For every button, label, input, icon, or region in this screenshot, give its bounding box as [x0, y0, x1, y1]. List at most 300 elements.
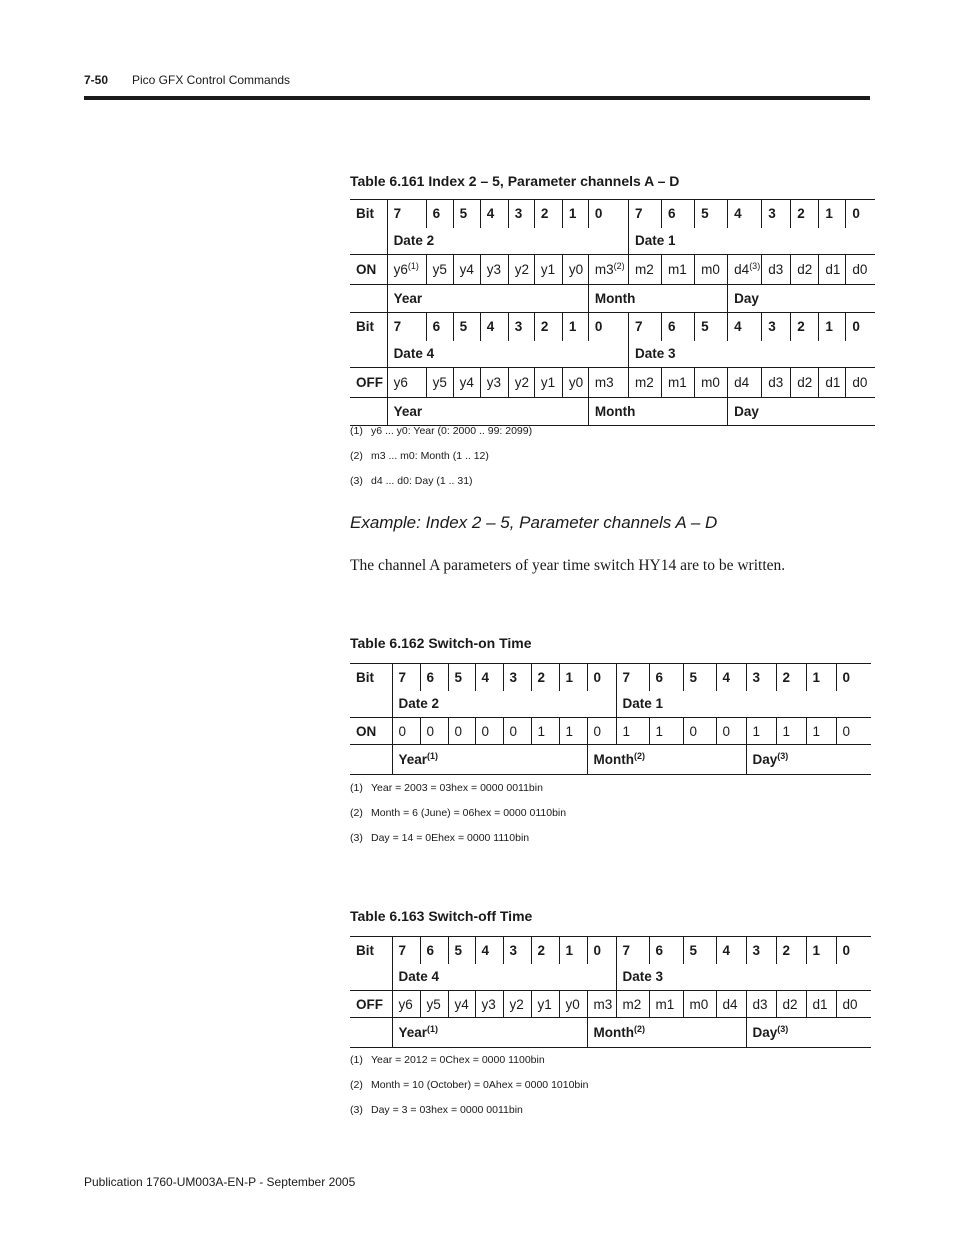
- bit-label-text: Bit: [356, 669, 374, 685]
- bit-value-text: y0: [568, 262, 584, 277]
- bit-value: [453, 368, 480, 398]
- bit-5-text: 5: [459, 319, 468, 335]
- footnote: [350, 475, 473, 487]
- bit-3: [762, 313, 791, 341]
- bit-value-text: d0: [852, 262, 868, 277]
- bit-value-text: d0: [852, 375, 868, 390]
- bit-7: [628, 200, 661, 228]
- table-row: [350, 664, 871, 691]
- bit-0-text: 0: [594, 319, 603, 335]
- bit-value-text: m1: [668, 262, 687, 277]
- bit-value-text: 1: [537, 723, 546, 739]
- bit-3: [503, 664, 531, 691]
- bit-0: [836, 937, 871, 964]
- bit-value-text: y3: [486, 262, 501, 277]
- bit-value-text: y4: [459, 375, 474, 390]
- blank-cell: [350, 398, 387, 426]
- bit-7-text: 7: [398, 942, 407, 958]
- bit-value: [475, 991, 503, 1018]
- footnote-number: (1): [350, 425, 363, 437]
- bit-value-text: y2: [514, 375, 530, 390]
- bit-value-text: m1: [655, 996, 675, 1012]
- month-label-footnote-ref: (2): [633, 751, 645, 761]
- table-row: [350, 398, 875, 426]
- footnote: [350, 1079, 588, 1091]
- footnote: [350, 782, 543, 794]
- bit-7-text: 7: [393, 319, 402, 335]
- bit-1: [819, 313, 846, 341]
- bit-value-text: d4: [722, 996, 738, 1012]
- date-label-text: Date 3: [634, 346, 676, 362]
- footnote-text: Year = 2012 = 0Chex = 0000 1100bin: [371, 1054, 545, 1066]
- bit-value-text: m0: [701, 375, 720, 390]
- bit-value: [503, 718, 531, 745]
- blank-cell: [350, 745, 392, 775]
- bit-value: [588, 255, 628, 285]
- section-title: Pico GFX Control Commands: [132, 73, 291, 87]
- bit-value-text: 0: [593, 723, 602, 739]
- bit-3-text: 3: [768, 206, 776, 222]
- bit-6: [426, 200, 453, 228]
- date-label-text: Date 2: [398, 696, 440, 712]
- row-label-text: OFF: [356, 996, 383, 1012]
- table-row: [350, 718, 871, 745]
- bit-0-text: 0: [593, 669, 602, 685]
- bit-7-text: 7: [398, 669, 407, 685]
- bit-value-text: d1: [825, 262, 841, 277]
- bit-6-text: 6: [426, 942, 435, 958]
- bit-5-text: 5: [689, 942, 698, 958]
- blank-cell: [350, 1018, 392, 1048]
- bit-value-text: 1: [752, 723, 761, 739]
- year-label-footnote-ref: (1): [427, 751, 439, 761]
- bit-value: [531, 991, 559, 1018]
- bit-value-text: m3: [594, 375, 614, 390]
- footnote: [350, 1104, 523, 1116]
- bit-6-text: 6: [655, 669, 664, 685]
- bit-0: [846, 200, 875, 228]
- table-row: [350, 200, 875, 228]
- footnote: [350, 1054, 545, 1066]
- bit-value-text: y4: [454, 996, 469, 1012]
- bit-6: [649, 937, 683, 964]
- bit-3: [746, 664, 776, 691]
- bit-1: [562, 200, 588, 228]
- footnote-text: d4 ... d0: Day (1 .. 31): [371, 475, 473, 487]
- bit-2-text: 2: [540, 206, 549, 222]
- bit-2-text: 2: [537, 942, 546, 958]
- footnote-text: Month = 6 (June) = 06hex = 0000 0110bin: [371, 807, 567, 819]
- blank-cell: [350, 341, 387, 368]
- day-label-text: Day: [752, 752, 778, 767]
- footnote-text: Day = 14 = 0Ehex = 0000 1110bin: [371, 832, 530, 844]
- date-label: [628, 228, 875, 255]
- bit-value-text: d3: [768, 262, 784, 277]
- month-label: [587, 745, 746, 775]
- bit-value-text: y0: [568, 375, 584, 390]
- bit-value: [762, 368, 791, 398]
- bit-4-text: 4: [481, 669, 490, 685]
- bit-value: [836, 991, 871, 1018]
- bit-value: [559, 718, 587, 745]
- bit-2: [531, 664, 559, 691]
- table3-caption: Table 6.163 Switch-off Time: [350, 908, 533, 924]
- bit-7-text: 7: [622, 669, 631, 685]
- bit-value-text: y5: [426, 996, 441, 1012]
- date-label: [392, 691, 616, 718]
- bit-2: [791, 313, 819, 341]
- day-label-footnote-ref: (3): [777, 1024, 789, 1034]
- bit-2-text: 2: [537, 669, 546, 685]
- bit-6-text: 6: [432, 319, 441, 335]
- table-row: [350, 255, 875, 285]
- bit-value: [616, 991, 649, 1018]
- bit-value: [728, 255, 762, 285]
- bit-2: [534, 313, 562, 341]
- bit-value: [746, 991, 776, 1018]
- bit-value-text: d2: [782, 996, 798, 1012]
- bit-2-text: 2: [797, 206, 805, 222]
- bit-value-footnote-ref: (2): [613, 261, 625, 271]
- bit-2-text: 2: [797, 319, 805, 335]
- bit-value-text: 0: [454, 723, 463, 739]
- bit-value: [534, 255, 562, 285]
- header-rule: [84, 96, 870, 100]
- bit-value-text: 1: [812, 723, 821, 739]
- bit-0: [587, 937, 616, 964]
- table-row: [350, 991, 871, 1018]
- bit-value-text: d1: [825, 375, 841, 390]
- day-label: [746, 1018, 871, 1048]
- date-label: [628, 341, 875, 368]
- bit-0: [588, 200, 628, 228]
- bit-value: [628, 368, 661, 398]
- table-row: [350, 691, 871, 718]
- day-label-text: Day: [734, 404, 759, 419]
- month-label: [588, 398, 727, 426]
- bit-2-text: 2: [540, 319, 549, 335]
- bit-6-text: 6: [426, 669, 435, 685]
- month-label: [588, 285, 727, 313]
- year-label-text: Year: [398, 752, 428, 767]
- bit-value-text: y6: [398, 996, 413, 1012]
- footnote-text: y6 ... y0: Year (0: 2000 .. 99: 2099): [371, 425, 533, 437]
- year-label: [392, 745, 587, 775]
- bit-5-text: 5: [701, 319, 709, 335]
- month-label-text: Month: [593, 752, 634, 767]
- footnote-number: (3): [350, 475, 363, 487]
- bit-1-text: 1: [565, 669, 574, 685]
- footnote: [350, 832, 529, 844]
- day-label: [728, 285, 875, 313]
- bit-0-text: 0: [852, 319, 860, 335]
- bit-6: [662, 313, 695, 341]
- bit-4: [728, 200, 762, 228]
- bit-5: [695, 313, 728, 341]
- bit-5: [683, 937, 716, 964]
- bit-4: [728, 313, 762, 341]
- footnote: [350, 807, 566, 819]
- bit-value: [475, 718, 503, 745]
- running-header: [84, 73, 290, 87]
- example-heading: Example: Index 2 – 5, Parameter channels A – D: [350, 513, 718, 532]
- bit-value: [420, 718, 448, 745]
- bit-3-text: 3: [514, 319, 523, 335]
- bit-1-text: 1: [812, 942, 821, 958]
- bit-value: [662, 255, 695, 285]
- table-row: [350, 341, 875, 368]
- bit-value-text: y3: [486, 375, 501, 390]
- bit-value-text: y6: [393, 262, 408, 277]
- bit-value: [649, 991, 683, 1018]
- bit-1: [806, 664, 836, 691]
- bit-label-text: Bit: [356, 942, 374, 958]
- table-row: [350, 285, 875, 313]
- day-label: [728, 398, 875, 426]
- bit-value: [503, 991, 531, 1018]
- bit-1-text: 1: [568, 319, 577, 335]
- bit-2: [791, 200, 819, 228]
- bit-0-text: 0: [593, 942, 602, 958]
- bit-4: [475, 937, 503, 964]
- bit-4: [480, 200, 508, 228]
- bit-3-text: 3: [752, 669, 761, 685]
- footnote: [350, 425, 532, 437]
- date-label-text: Date 1: [622, 696, 664, 712]
- bit-value: [392, 991, 420, 1018]
- date-label: [616, 691, 871, 718]
- bit-value-text: d2: [797, 262, 813, 277]
- bit-2: [776, 664, 806, 691]
- bit-4-text: 4: [486, 319, 495, 335]
- row-label-text: OFF: [356, 375, 383, 390]
- bit-1: [559, 664, 587, 691]
- bit-value: [649, 718, 683, 745]
- bit-value-footnote-ref: (3): [749, 261, 761, 271]
- bit-1: [562, 313, 588, 341]
- bit-value-text: m0: [701, 262, 720, 277]
- row-label: [350, 368, 387, 398]
- bit-7: [628, 313, 661, 341]
- bit-value: [628, 255, 661, 285]
- bit-1-text: 1: [825, 319, 833, 335]
- year-label-text: Year: [393, 291, 423, 306]
- bit-2-text: 2: [782, 669, 791, 685]
- bit-7: [387, 313, 426, 341]
- bit-3: [508, 200, 534, 228]
- bit-value-text: d3: [768, 375, 784, 390]
- bit-value: [562, 255, 588, 285]
- bit-value-text: d1: [812, 996, 828, 1012]
- bit-5-text: 5: [701, 206, 709, 222]
- bit-3: [762, 200, 791, 228]
- footnote: [350, 450, 489, 462]
- table-row: [350, 313, 875, 341]
- bit-value-text: 0: [509, 723, 518, 739]
- bit-value-text: d3: [752, 996, 768, 1012]
- bit-value: [559, 991, 587, 1018]
- bit-value: [791, 368, 819, 398]
- footnote-text: Month = 10 (October) = 0Ahex = 0000 1010bin: [371, 1079, 589, 1091]
- bit-value-text: 1: [565, 723, 574, 739]
- table-row: [350, 1018, 871, 1048]
- bit-value: [420, 991, 448, 1018]
- bit-value: [762, 255, 791, 285]
- bit-value: [508, 255, 534, 285]
- bit-6-text: 6: [432, 206, 441, 222]
- bit-5: [695, 200, 728, 228]
- bit-value: [531, 718, 559, 745]
- bit-0-text: 0: [852, 206, 860, 222]
- bit-value: [791, 255, 819, 285]
- bit-label: [350, 937, 392, 964]
- blank-cell: [350, 964, 392, 991]
- day-label: [746, 745, 871, 775]
- table3: [350, 936, 871, 1048]
- bit-7-text: 7: [634, 206, 643, 222]
- month-label-text: Month: [594, 291, 636, 306]
- table2-caption: Table 6.162 Switch-on Time: [350, 635, 532, 651]
- bit-value: [426, 255, 453, 285]
- table-row: [350, 368, 875, 398]
- bit-value: [836, 718, 871, 745]
- bit-value-text: y4: [459, 262, 474, 277]
- bit-value-text: 1: [782, 723, 791, 739]
- bit-0-text: 0: [842, 669, 851, 685]
- bit-7: [392, 664, 420, 691]
- bit-value: [426, 368, 453, 398]
- page-footer: Publication 1760-UM003A-EN-P - September 2005: [84, 1175, 356, 1189]
- bit-1-text: 1: [565, 942, 574, 958]
- bit-value: [387, 255, 426, 285]
- bit-value-text: d4: [734, 262, 750, 277]
- date-label: [387, 228, 628, 255]
- bit-value-text: y1: [537, 996, 552, 1012]
- bit-value-text: 0: [398, 723, 407, 739]
- bit-3: [508, 313, 534, 341]
- bit-value-text: m3: [593, 996, 613, 1012]
- bit-7: [616, 664, 649, 691]
- bit-3: [503, 937, 531, 964]
- footnote-number: (1): [350, 1054, 363, 1066]
- date-label-text: Date 3: [622, 969, 664, 985]
- year-label: [387, 285, 588, 313]
- bit-3-text: 3: [768, 319, 776, 335]
- table-row: [350, 745, 871, 775]
- bit-7: [387, 200, 426, 228]
- bit-5-text: 5: [459, 206, 468, 222]
- bit-6: [420, 937, 448, 964]
- bit-value-text: d0: [842, 996, 858, 1012]
- bit-1: [806, 937, 836, 964]
- bit-4: [475, 664, 503, 691]
- bit-5-text: 5: [454, 942, 463, 958]
- bit-0: [846, 313, 875, 341]
- bit-value: [448, 718, 475, 745]
- footnote-number: (3): [350, 1104, 363, 1116]
- bit-value-text: y6: [393, 375, 408, 390]
- bit-3: [746, 937, 776, 964]
- year-label-text: Year: [393, 404, 423, 419]
- bit-4: [716, 664, 746, 691]
- date-label-text: Date 4: [393, 346, 435, 362]
- bit-5: [453, 313, 480, 341]
- bit-value-text: 0: [722, 723, 731, 739]
- table-row: [350, 228, 875, 255]
- bit-0: [588, 313, 628, 341]
- bit-value-text: 0: [481, 723, 490, 739]
- bit-1-text: 1: [812, 669, 821, 685]
- row-label: [350, 718, 392, 745]
- bit-value: [846, 255, 875, 285]
- row-label: [350, 255, 387, 285]
- body-paragraph: The channel A parameters of year time switch HY14 are to be written.: [350, 557, 786, 574]
- bit-3-text: 3: [752, 942, 761, 958]
- bit-0: [587, 664, 616, 691]
- year-label: [392, 1018, 587, 1048]
- bit-1: [819, 200, 846, 228]
- bit-value: [819, 368, 846, 398]
- table-row: [350, 964, 871, 991]
- bit-4: [480, 313, 508, 341]
- bit-value-text: 0: [842, 723, 851, 739]
- bit-value: [480, 368, 508, 398]
- bit-5-text: 5: [689, 669, 698, 685]
- bit-value: [776, 991, 806, 1018]
- bit-value: [806, 718, 836, 745]
- bit-5: [448, 664, 475, 691]
- date-label-text: Date 4: [398, 969, 440, 985]
- bit-1-text: 1: [568, 206, 577, 222]
- date-label: [616, 964, 871, 991]
- date-label: [387, 341, 628, 368]
- day-label-footnote-ref: (3): [777, 751, 789, 761]
- bit-value-text: y2: [514, 262, 530, 277]
- bit-7: [392, 937, 420, 964]
- month-label-footnote-ref: (2): [633, 1024, 645, 1034]
- bit-7: [616, 937, 649, 964]
- bit-7-text: 7: [393, 206, 402, 222]
- bit-value: [387, 368, 426, 398]
- footnote-number: (2): [350, 1079, 363, 1091]
- blank-cell: [350, 285, 387, 313]
- bit-value-text: 0: [426, 723, 435, 739]
- footnote-text: Year = 2003 = 03hex = 0000 0011bin: [371, 782, 543, 794]
- bit-1: [559, 937, 587, 964]
- blank-cell: [350, 691, 392, 718]
- table2: [350, 663, 871, 775]
- month-label: [587, 1018, 746, 1048]
- bit-value: [392, 718, 420, 745]
- bit-value: [695, 255, 728, 285]
- bit-6-text: 6: [668, 206, 676, 222]
- footnote-text: Day = 3 = 03hex = 0000 0011bin: [371, 1104, 523, 1116]
- bit-value-text: m2: [634, 375, 654, 390]
- bit-value: [716, 991, 746, 1018]
- bit-value-text: 1: [655, 723, 664, 739]
- bit-value-text: y5: [432, 262, 447, 277]
- bit-4-text: 4: [722, 942, 731, 958]
- bit-value-text: 1: [622, 723, 631, 739]
- bit-value-text: m2: [622, 996, 642, 1012]
- bit-value-text: y5: [432, 375, 447, 390]
- bit-4-text: 4: [734, 319, 742, 335]
- row-label: [350, 991, 392, 1018]
- bit-5-text: 5: [454, 669, 463, 685]
- bit-value: [480, 255, 508, 285]
- bit-value: [453, 255, 480, 285]
- bit-0: [836, 664, 871, 691]
